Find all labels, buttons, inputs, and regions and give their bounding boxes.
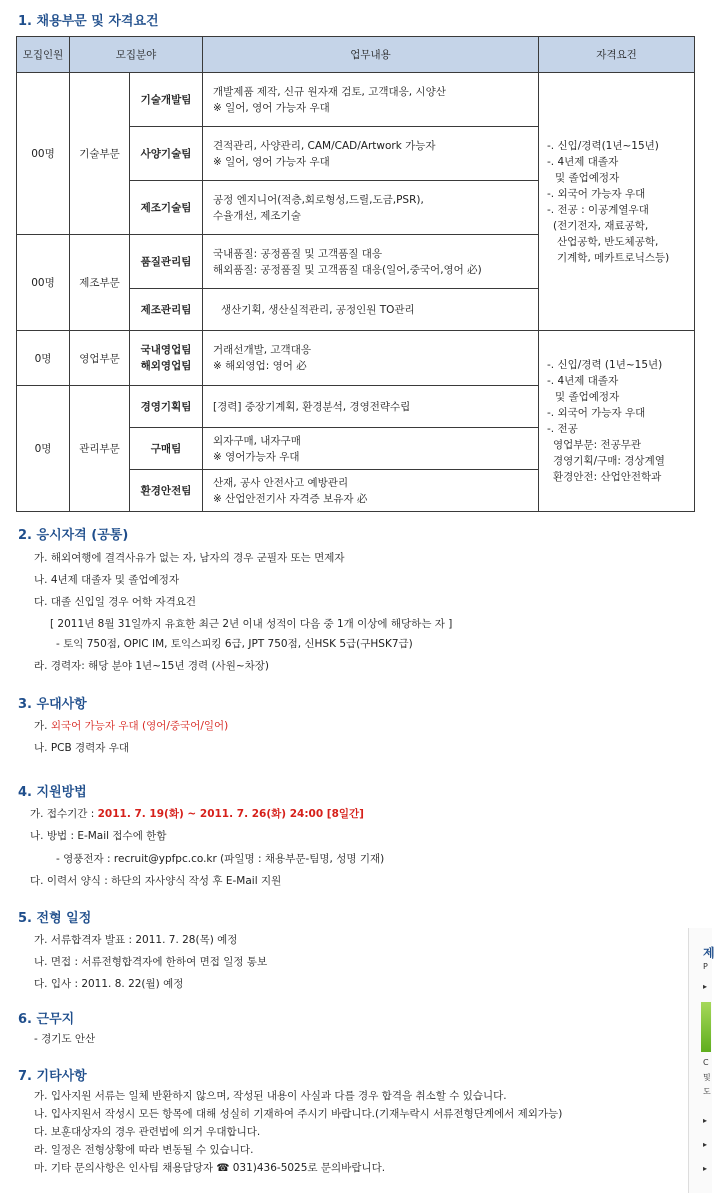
- s3-highlight: 외국어 가능자 우대 (영어/중국어/일어): [50, 720, 229, 732]
- s4-line: 나. 방법 : E-Mail 접수에 한함: [30, 830, 167, 842]
- s7-line: 가. 입사지원 서류는 일체 반환하지 않으며, 작성된 내용이 사실과 다를 경우 합격을 취소할 수 있습니다.: [34, 1090, 507, 1102]
- duty-cell: [203, 289, 539, 331]
- s4-period: 2011. 7. 19(화) ~ 2011. 7. 26(화) 24:00 [8일간]: [97, 808, 364, 820]
- qual-line: 산업공학, 반도체공학,: [557, 235, 659, 248]
- s7-line: 라. 일정은 전형상황에 따라 변동될 수 있습니다.: [34, 1144, 254, 1156]
- s3-line: 나. PCB 경력자 우대: [34, 742, 130, 754]
- qual-line: -. 4년제 대졸자: [547, 375, 619, 387]
- s2-line: 라. 경력자: 해당 분야 1년~15년 경력 (사원~차장): [34, 660, 270, 672]
- s2-line: [ 2011년 8월 31일까지 유효한 최근 2년 이내 성적이 다음 중 1개 이상에 해당하는 자 ]: [50, 618, 453, 630]
- team-cell: 환경안전팀: [130, 470, 203, 512]
- recruitment-table: [16, 36, 695, 512]
- duty-cell: [203, 470, 539, 512]
- count-cell: 0명: [17, 331, 70, 386]
- team-name: 해외영업팀: [140, 360, 192, 372]
- duty-line: 생산기획, 생산실적관리, 공정인원 TO관리: [221, 303, 415, 316]
- qual-line: 및 졸업예정자: [555, 171, 620, 184]
- qual-line: -. 신입/경력(1년~15년): [547, 139, 659, 152]
- header-field: 모집분야: [70, 37, 203, 73]
- qual-line: 및 졸업예정자: [555, 391, 620, 403]
- qual-line: 환경안전: 산업안전학과: [553, 471, 662, 483]
- team-cell: 사양기술팀: [130, 127, 203, 181]
- duty-line: ※ 산업안전기사 자격증 보유자 必: [213, 492, 368, 505]
- s4-email-line[interactable]: - 영풍전자 : recruit@ypfpc.co.kr (파일명 : 채용부문-팀명, 성명 기재): [56, 853, 385, 865]
- side-arrow-icon[interactable]: ▸: [703, 982, 708, 991]
- qual-line: -. 외국어 가능자 우대: [547, 407, 646, 419]
- qual-line: 영업부문: 전공무관: [553, 439, 642, 451]
- s2-line: 가. 해외여행에 결격사유가 없는 자, 남자의 경우 군필자 또는 면제자: [34, 552, 345, 564]
- s2-line: 나. 4년제 대졸자 및 졸업예정자: [34, 574, 180, 586]
- section-2-title: 2. 응시자격 (공통): [18, 528, 129, 543]
- side-text: 및: [703, 1073, 711, 1082]
- s7-line: 다. 보훈대상자의 경우 관련법에 의거 우대합니다.: [34, 1126, 261, 1138]
- side-panel: [688, 928, 715, 1193]
- side-text: C: [703, 1058, 709, 1067]
- duty-line: 거래선개발, 고객대응: [213, 344, 311, 356]
- qual-line: -. 외국어 가능자 우대: [547, 187, 646, 200]
- s6-line: - 경기도 안산: [34, 1033, 96, 1045]
- side-banner-image[interactable]: [701, 1002, 711, 1052]
- dept-cell: 영업부문: [70, 331, 130, 386]
- duty-line: ※ 영어가능자 우대: [213, 450, 300, 463]
- team-cell: 구매팀: [130, 428, 203, 470]
- section-7-title: 7. 기타사항: [18, 1069, 87, 1084]
- duty-line: ※ 일어, 영어 가능자 우대: [213, 155, 330, 168]
- duty-line: 국내품질: 공정품질 및 고객품질 대응: [213, 247, 383, 260]
- side-text: 도: [703, 1087, 711, 1096]
- team-cell: 품질관리팀: [130, 235, 203, 289]
- side-arrow-icon[interactable]: ▸: [703, 1164, 708, 1173]
- section-3-title: 3. 우대사항: [18, 697, 87, 712]
- header-qualification: 자격요건: [539, 37, 695, 73]
- section-5-title: 5. 전형 일정: [18, 911, 92, 926]
- s4-prefix: 가. 접수기간 :: [30, 808, 98, 820]
- team-cell: 경영기획팀: [130, 386, 203, 428]
- duty-line: 해외품질: 공정품질 및 고객품질 대응(일어,중국어,영어 必): [213, 263, 482, 276]
- duty-cell: [203, 331, 539, 386]
- side-arrow-icon[interactable]: ▸: [703, 1116, 708, 1125]
- qual-line: 기계학, 메카트로닉스등): [557, 251, 670, 264]
- section-1-title: 1. 채용부문 및 자격요건: [18, 14, 159, 29]
- header-count: 모집인원: [17, 37, 70, 73]
- duty-line: 견적관리, 사양관리, CAM/CAD/Artwork 가능자: [213, 139, 436, 152]
- team-cell: 기술개발팀: [130, 73, 203, 127]
- count-cell: 00명: [17, 73, 70, 235]
- s5-line: 나. 면접 : 서류전형합격자에 한하여 면접 일정 통보: [34, 956, 268, 968]
- s5-line: 가. 서류합격자 발표 : 2011. 7. 28(목) 예정: [34, 934, 238, 946]
- section-6-title: 6. 근무지: [18, 1012, 75, 1027]
- section-4-title: 4. 지원방법: [18, 785, 87, 800]
- s2-line: 다. 대졸 신입일 경우 어학 자격요건: [34, 596, 197, 608]
- s7-line: 마. 기타 문의사항은 인사팀 채용담당자 ☎ 031)436-5025로 문의바랍니다.: [34, 1162, 386, 1174]
- side-arrow-icon[interactable]: ▸: [703, 1140, 708, 1149]
- duty-cell: [203, 386, 539, 428]
- team-cell: 제조기술팀: [130, 181, 203, 235]
- qual-line: -. 4년제 대졸자: [547, 155, 619, 168]
- duty-line: 공정 엔지니어(적층,회로형성,드릴,도금,PSR),: [213, 193, 424, 206]
- duty-cell: [203, 235, 539, 289]
- dept-cell: 기술부문: [70, 73, 130, 235]
- s4-line: 다. 이력서 양식 : 하단의 자사양식 작성 후 E-Mail 지원: [30, 875, 282, 887]
- qualification-cell: [539, 331, 695, 512]
- count-cell: 0명: [17, 386, 70, 512]
- qual-line: (전기전자, 재료공학,: [553, 219, 649, 232]
- duty-cell: [203, 428, 539, 470]
- team-name: 국내영업팀: [140, 344, 192, 356]
- duty-line: 외자구매, 내자구매: [213, 434, 301, 447]
- qualification-cell: [539, 73, 695, 331]
- header-duty: 업무내용: [203, 37, 539, 73]
- dept-cell: 제조부문: [70, 235, 130, 331]
- side-subtitle: P: [703, 962, 708, 971]
- duty-line: 개발제품 제작, 신규 원자재 검토, 고객대응, 시양산: [213, 85, 446, 98]
- s3-prefix: 가.: [34, 720, 51, 732]
- duty-cell: [203, 73, 539, 127]
- qual-line: 경영기획/구매: 경상계열: [553, 455, 665, 467]
- s5-line: 다. 입사 : 2011. 8. 22(월) 예정: [34, 978, 184, 990]
- s7-line: 나. 입사지원서 작성시 모든 항목에 대해 성실히 기재하여 주시기 바랍니다.(기재누락시 서류전형단계에서 제외가능): [34, 1108, 563, 1120]
- duty-line: ※ 해외영업: 영어 必: [213, 360, 307, 372]
- duty-line: 수율개선, 제조기술: [213, 209, 301, 222]
- team-cell: [130, 331, 203, 386]
- duty-line: ※ 일어, 영어 가능자 우대: [213, 101, 330, 114]
- qual-line: -. 전공: [547, 423, 578, 435]
- qual-line: -. 전공 : 이공계열우대: [547, 203, 649, 216]
- duty-cell: [203, 127, 539, 181]
- duty-cell: [203, 181, 539, 235]
- team-cell: 제조관리팀: [130, 289, 203, 331]
- side-title: 제: [703, 946, 715, 960]
- s4-line: [30, 806, 364, 821]
- s3-line: [34, 718, 228, 733]
- duty-line: 산재, 공사 안전사고 예방관리: [213, 476, 349, 489]
- dept-cell: 관리부문: [70, 386, 130, 512]
- qual-line: -. 신입/경력 (1년~15년): [547, 359, 663, 371]
- count-cell: 00명: [17, 235, 70, 331]
- duty-line: [경력] 중장기계획, 환경분석, 경영전략수립: [213, 400, 411, 413]
- s2-line: - 토익 750점, OPIC IM, 토익스피킹 6급, JPT 750점, 신HSK 5급(구HSK7급): [56, 638, 413, 650]
